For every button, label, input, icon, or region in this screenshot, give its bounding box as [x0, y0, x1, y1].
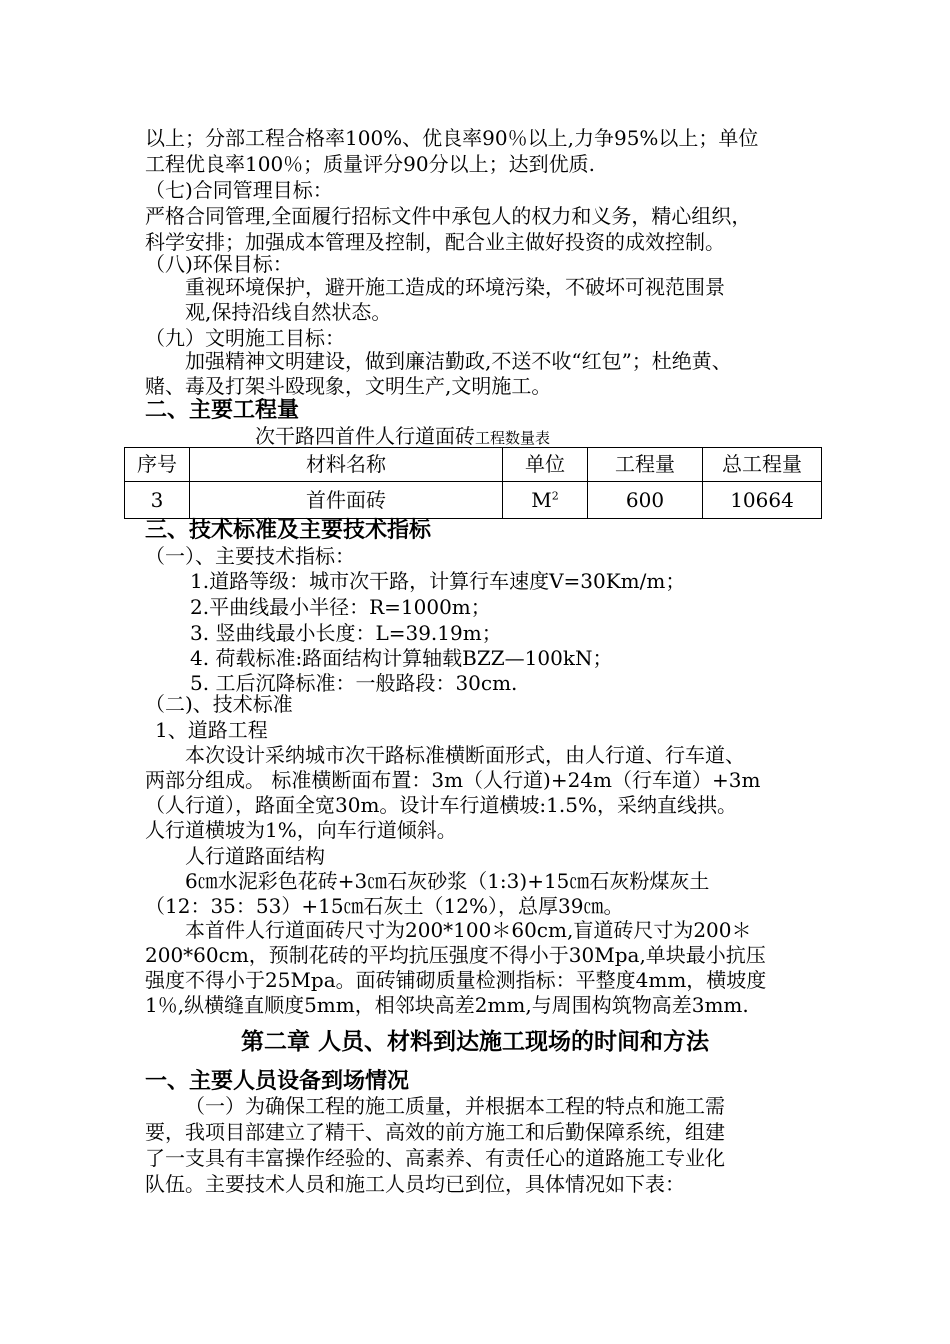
- subsection-label-sidewalk: 人行道路面结构: [185, 844, 325, 868]
- table-cell-total: 10664: [703, 482, 822, 519]
- heading-staff-arrival: 一、主要人员设备到场情况: [145, 1069, 410, 1094]
- table-row: [125, 482, 822, 519]
- section-label-indicators: （一）、主要技术指标：: [145, 544, 355, 568]
- paragraph-line: 本次设计采纳城市次干路标准横断面形式，由人行道、行车道、: [185, 743, 745, 767]
- list-item: 1.道路等级：城市次干路，计算行车速度V=30Km/m；: [190, 569, 686, 593]
- paragraph-line: 重视环境保护，避开施工造成的环境污染，不破坏可视范围景: [185, 275, 725, 299]
- unit-base: M: [531, 487, 552, 512]
- section-label-environment: （八)环保目标：: [145, 252, 293, 276]
- paragraph-line: 工程优良率100％；质量评分90分以上；达到优质.: [145, 152, 595, 176]
- table-header-cell: 单位: [503, 448, 588, 482]
- section-label-standards: （二)、技术标准: [145, 692, 293, 716]
- paragraph-line: 200*60cm，预制花砖的平均抗压强度不得小于30Mpa,单块最小抗压: [145, 943, 766, 967]
- table-cell-unit: [503, 482, 588, 519]
- table-header-cell: 材料名称: [190, 448, 503, 482]
- paragraph-line: 赌、毒及打架斗殴现象，文明生产,文明施工。: [145, 374, 552, 398]
- table-cell-no: 3: [125, 482, 190, 519]
- list-item: 3. 竖曲线最小长度：L=39.19m；: [190, 621, 502, 645]
- table-header-cell: 总工程量: [703, 448, 822, 482]
- unit-superscript: 2: [551, 488, 559, 502]
- section-label-civilized: （九）文明施工目标：: [145, 326, 345, 350]
- table-cell-name: 首件面砖: [190, 482, 503, 519]
- paragraph-line: （人行道），路面全宽30m。设计车行道横坡:1.5%，采纳直线拱。: [145, 793, 737, 817]
- paragraph-line: 要，我项目部建立了精干、高效的前方施工和后勤保障系统，组建: [145, 1120, 725, 1144]
- table-header-row: [125, 448, 822, 482]
- section-label-contract: （七)合同管理目标：: [145, 178, 333, 202]
- heading-main-quantity: 二、主要工程量: [145, 398, 300, 423]
- heading-tech-standards: 三、技术标准及主要技术指标: [145, 518, 432, 543]
- paragraph-line: 科学安排；加强成本管理及控制，配合业主做好投资的成效控制。: [145, 230, 725, 254]
- paragraph-line: 观,保持沿线自然状态。: [185, 300, 392, 324]
- quantity-table: [124, 447, 822, 519]
- table-header-cell: 工程量: [588, 448, 703, 482]
- list-item: 2.平曲线最小半径：R=1000m；: [190, 595, 491, 619]
- paragraph-line: 队伍。主要技术人员和施工人员均已到位，具体情况如下表：: [145, 1172, 685, 1196]
- table-cell-qty: 600: [588, 482, 703, 519]
- paragraph-line: （一）为确保工程的施工质量，并根据本工程的特点和施工需: [185, 1094, 725, 1118]
- paragraph-line: 两部分组成。 标准横断面布置：3m（人行道)+24m（行车道）+3m: [145, 768, 761, 792]
- paragraph-line: 强度不得小于25Mpa。面砖铺砌质量检测指标：平整度4mm，横坡度: [145, 968, 767, 992]
- paragraph-line: 1％,纵横缝直顺度5mm，相邻块高差2mm,与周围构筑物高差3mm.: [145, 993, 749, 1017]
- list-item: 4. 荷载标准:路面结构计算轴载BZZ—100kN；: [190, 646, 613, 670]
- paragraph-line: 严格合同管理,全面履行招标文件中承包人的权力和义务，精心组织，: [145, 204, 752, 228]
- paragraph-line: （12：35：53）+15㎝石灰土（12%），总厚39㎝。: [145, 894, 624, 918]
- subsection-label-road: 1、道路工程: [155, 718, 268, 742]
- table-header-cell: 序号: [125, 448, 190, 482]
- table-caption-main: 次干路四首件人行道面砖: [255, 424, 475, 448]
- paragraph-line: 加强精神文明建设，做到廉洁勤政,不送不收“红包”；杜绝黄、: [185, 349, 732, 373]
- paragraph-line: 人行道横坡为1%，向车行道倾斜。: [145, 818, 457, 842]
- list-item: 5. 工后沉降标准：一般路段：30cm.: [190, 671, 518, 695]
- paragraph-line: 以上；分部工程合格率100%、优良率90％以上,力争95%以上；单位: [145, 126, 759, 150]
- paragraph-line: 了一支具有丰富操作经验的、高素养、有责任心的道路施工专业化: [145, 1146, 725, 1170]
- table-caption-small: 工程数量表: [475, 429, 551, 447]
- chapter-title: 第二章 人员、材料到达施工现场的时间和方法: [240, 1029, 709, 1055]
- paragraph-line: 6㎝水泥彩色花砖+3㎝石灰砂浆（1:3)+15㎝石灰粉煤灰土: [185, 869, 710, 893]
- paragraph-line: 本首件人行道面砖尺寸为200*100＊60cm,盲道砖尺寸为200＊: [185, 918, 752, 942]
